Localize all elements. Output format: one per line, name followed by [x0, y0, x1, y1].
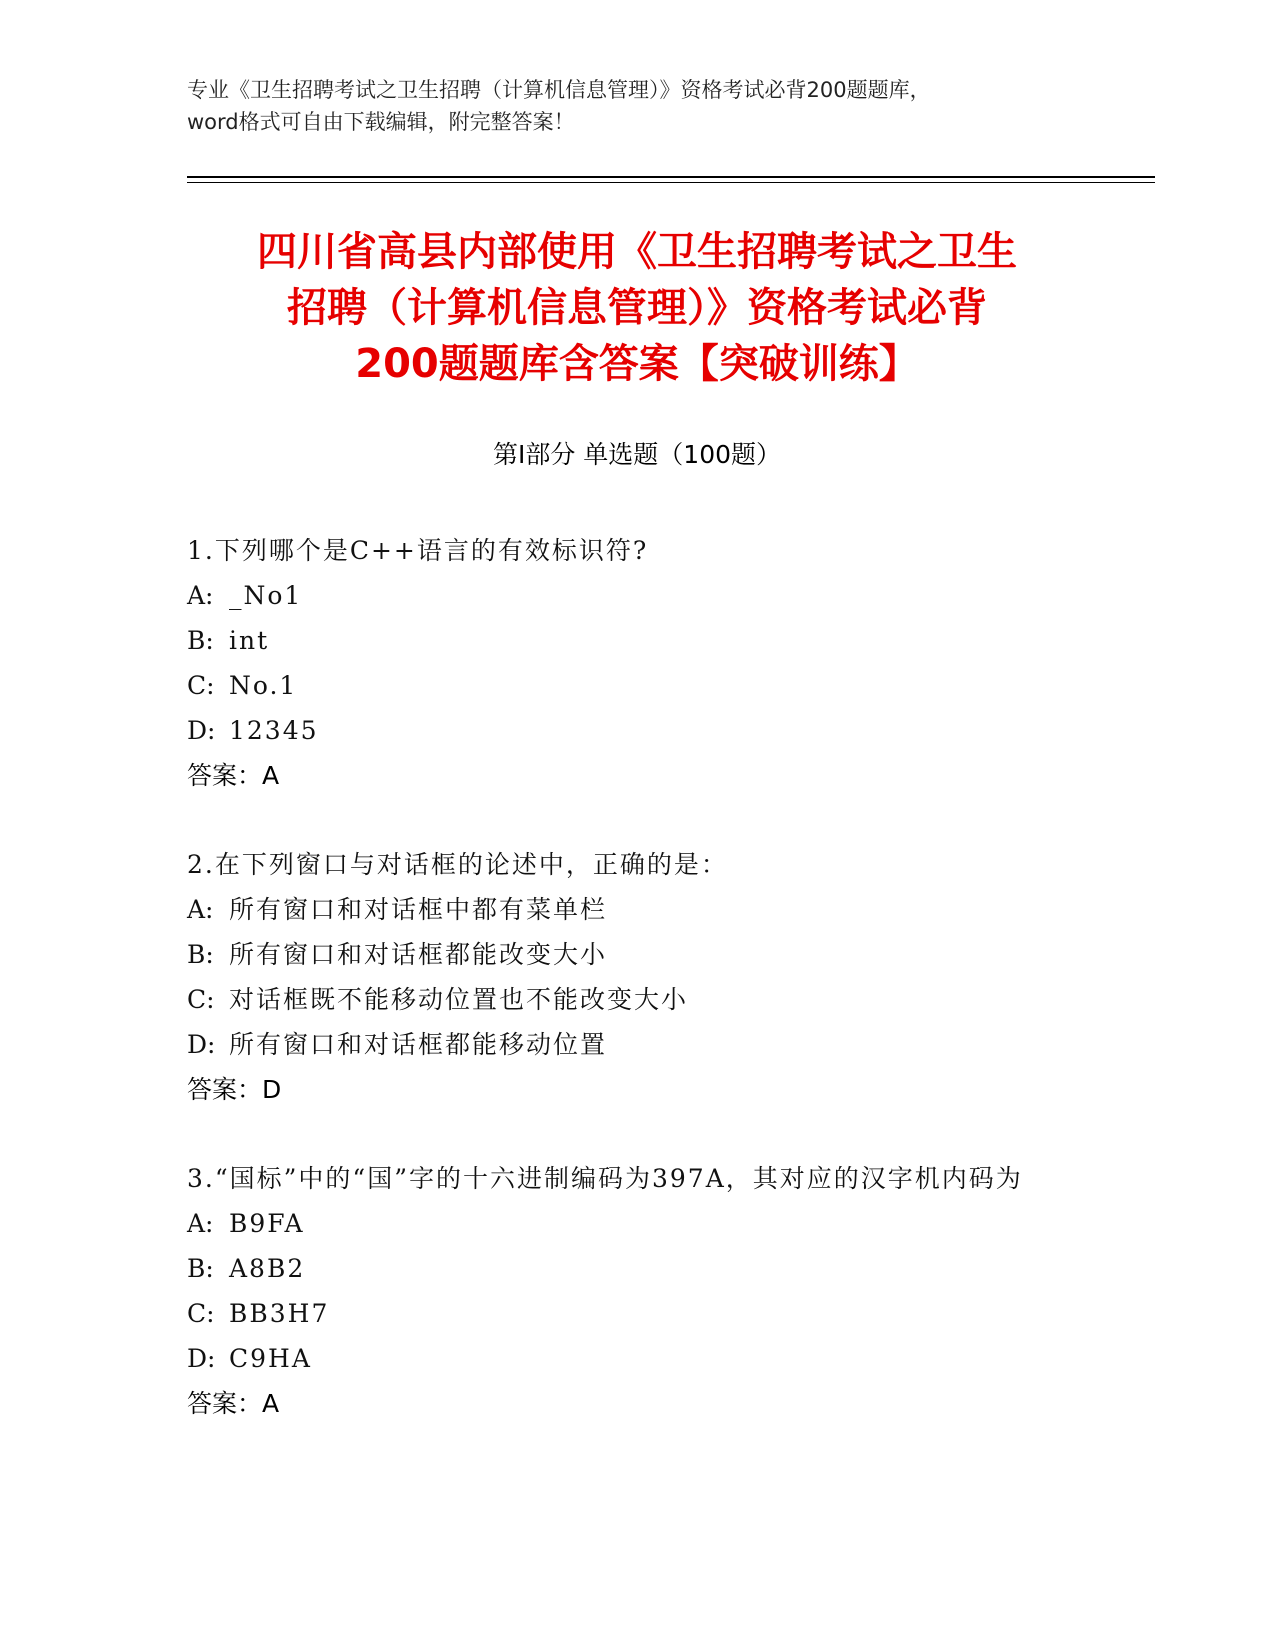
question-option-c	[187, 663, 1087, 708]
question-option-d	[187, 1336, 1087, 1381]
header-divider-thin	[187, 182, 1155, 183]
option-text: _No1	[229, 581, 303, 610]
header-divider-thick	[187, 176, 1155, 178]
question-option-d	[187, 708, 1087, 753]
question-option-b	[187, 932, 1087, 977]
option-letter: A:	[187, 895, 214, 924]
option-text: 12345	[229, 716, 319, 745]
option-letter: B:	[187, 940, 214, 969]
question-item	[187, 842, 1087, 1112]
question-option-c	[187, 1291, 1087, 1336]
question-item	[187, 1156, 1087, 1426]
option-letter: D:	[187, 1344, 216, 1373]
question-option-b	[187, 1246, 1087, 1291]
question-item	[187, 528, 1087, 798]
option-text: BB3H7	[229, 1299, 330, 1328]
option-text: int	[229, 626, 270, 655]
header-note-line-1: 专业《卫生招聘考试之卫生招聘（计算机信息管理）》资格考试必背200题题库，	[187, 78, 931, 102]
option-text: 对话框既不能移动位置也不能改变大小	[229, 985, 689, 1014]
question-answer: 答案：A	[187, 761, 280, 790]
header-note	[187, 74, 1087, 138]
question-stem: 1.下列哪个是C++语言的有效标识符?	[187, 536, 649, 565]
document-title-line-1: 四川省高县内部使用《卫生招聘考试之卫生	[257, 229, 1017, 275]
option-letter: A:	[187, 581, 214, 610]
option-text: 所有窗口和对话框中都有菜单栏	[229, 895, 608, 924]
question-option-b	[187, 618, 1087, 663]
document-title-line-2: 招聘（计算机信息管理）》资格考试必背	[287, 285, 987, 331]
option-letter: C:	[187, 671, 215, 700]
option-letter: B:	[187, 626, 214, 655]
option-text: C9HA	[229, 1344, 312, 1373]
document-title-line-3: 200题题库含答案【突破训练】	[355, 341, 919, 387]
option-letter: D:	[187, 716, 216, 745]
option-letter: A:	[187, 1209, 214, 1238]
option-letter: D:	[187, 1030, 216, 1059]
option-text: No.1	[229, 671, 298, 700]
question-stem: 3.“国标”中的“国”字的十六进制编码为397A，其对应的汉字机内码为	[187, 1164, 1023, 1193]
option-text: 所有窗口和对话框都能改变大小	[229, 940, 608, 969]
question-answer: 答案：D	[187, 1075, 282, 1104]
question-stem: 2.在下列窗口与对话框的论述中，正确的是：	[187, 850, 728, 879]
option-text: B9FA	[229, 1209, 305, 1238]
section-heading: 第Ⅰ部分 单选题（100题）	[492, 440, 782, 469]
question-option-c	[187, 977, 1087, 1022]
option-letter: B:	[187, 1254, 214, 1283]
question-option-d	[187, 1022, 1087, 1067]
question-answer: 答案：A	[187, 1389, 280, 1418]
option-letter: C:	[187, 1299, 215, 1328]
header-note-line-2: word格式可自由下载编辑，附完整答案！	[187, 110, 575, 134]
question-option-a	[187, 1201, 1087, 1246]
document-title	[187, 224, 1087, 392]
option-text: A8B2	[229, 1254, 306, 1283]
question-list	[187, 528, 1087, 1470]
question-option-a	[187, 573, 1087, 618]
option-letter: C:	[187, 985, 215, 1014]
question-option-a	[187, 887, 1087, 932]
option-text: 所有窗口和对话框都能移动位置	[229, 1030, 608, 1059]
